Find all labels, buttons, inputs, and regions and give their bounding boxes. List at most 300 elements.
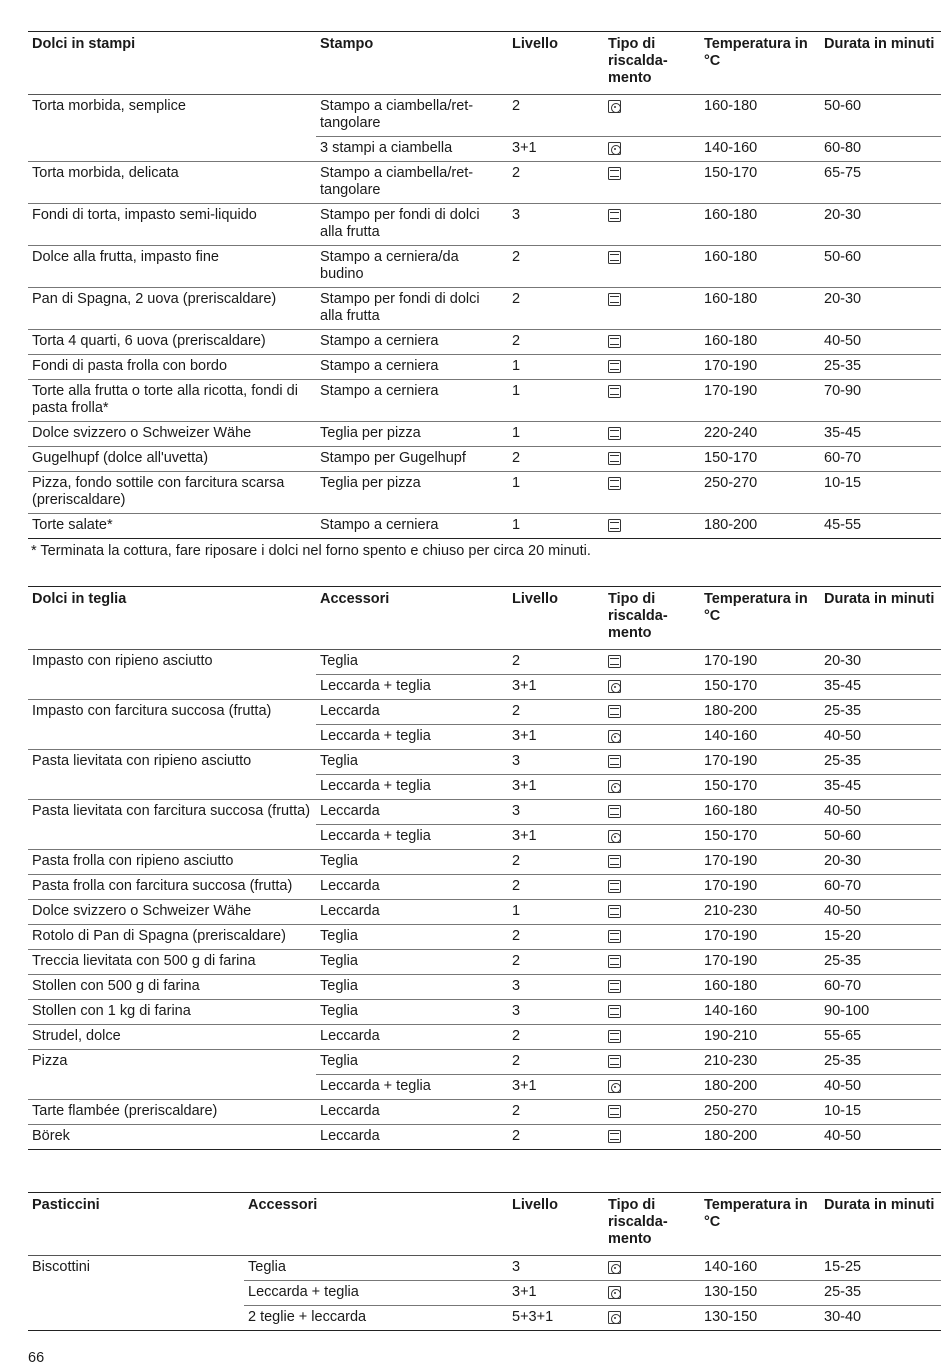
item-heating (604, 1025, 700, 1050)
item-level: 3+1 (508, 775, 604, 800)
item-heating (604, 246, 700, 288)
item-accessory: Leccarda + teglia (316, 675, 508, 700)
table-row (28, 514, 941, 539)
item-level: 1 (508, 355, 604, 380)
item-name: Dolce alla frutta, impasto fine (28, 246, 316, 288)
item-heating (604, 1050, 700, 1075)
item-temperature: 160-180 (700, 975, 820, 1000)
item-temperature: 170-190 (700, 750, 820, 775)
item-temperature: 180-200 (700, 1125, 820, 1150)
item-temperature: 160-180 (700, 800, 820, 825)
header-accessory: Accessori (244, 1193, 508, 1256)
item-heating (604, 472, 700, 514)
item-level: 3+1 (508, 825, 604, 850)
item-temperature: 140-160 (700, 137, 820, 162)
item-name: Pizza (28, 1050, 316, 1075)
hot-air-fan-icon (608, 780, 621, 793)
item-accessory: Leccarda (316, 1125, 508, 1150)
top-bottom-heat-icon (608, 427, 621, 440)
item-heating (604, 1075, 700, 1100)
page-number: 66 (28, 1350, 45, 1366)
item-duration: 40-50 (820, 1075, 941, 1100)
table-row (28, 204, 941, 246)
header-duration: Durata in minuti (820, 32, 941, 95)
hot-air-fan-icon (608, 1286, 621, 1299)
item-duration: 25-35 (820, 355, 941, 380)
item-name: Treccia lievitata con 500 g di farina (28, 950, 316, 975)
table-row (28, 850, 941, 875)
item-accessory: Teglia (316, 1050, 508, 1075)
item-name: Pasta lievitata con farcitura succosa (frutta) (28, 800, 316, 825)
item-name (28, 1306, 244, 1331)
item-heating (604, 800, 700, 825)
header-accessory: Accessori (316, 587, 508, 650)
item-duration: 20-30 (820, 850, 941, 875)
table-row (28, 650, 941, 675)
table-row (28, 162, 941, 204)
item-temperature: 150-170 (700, 775, 820, 800)
item-heating (604, 650, 700, 675)
top-bottom-heat-icon (608, 167, 621, 180)
header-duration: Durata in minuti (820, 587, 941, 650)
item-heating (604, 288, 700, 330)
item-level: 2 (508, 162, 604, 204)
item-name: Stollen con 1 kg di farina (28, 1000, 316, 1025)
item-level: 2 (508, 925, 604, 950)
table-row (28, 1000, 941, 1025)
table-row (28, 975, 941, 1000)
item-accessory: Stampo a cerniera/da budino (316, 246, 508, 288)
header-heating-type: Tipo di riscalda-mento (604, 32, 700, 95)
item-level: 2 (508, 950, 604, 975)
item-accessory: Stampo per fondi di dolci alla frutta (316, 288, 508, 330)
item-accessory: Teglia (316, 950, 508, 975)
item-duration: 15-20 (820, 925, 941, 950)
item-temperature: 170-190 (700, 380, 820, 422)
item-temperature: 160-180 (700, 246, 820, 288)
item-duration: 25-35 (820, 700, 941, 725)
hot-air-fan-icon (608, 142, 621, 155)
table-row (28, 330, 941, 355)
item-heating (604, 1256, 700, 1281)
item-name: Fondi di pasta frolla con bordo (28, 355, 316, 380)
top-bottom-heat-icon (608, 805, 621, 818)
hot-air-fan-icon (608, 1261, 621, 1274)
item-duration: 35-45 (820, 675, 941, 700)
item-duration: 65-75 (820, 162, 941, 204)
item-temperature: 210-230 (700, 900, 820, 925)
item-temperature: 180-200 (700, 514, 820, 539)
top-bottom-heat-icon (608, 1130, 621, 1143)
item-temperature: 150-170 (700, 162, 820, 204)
top-bottom-heat-icon (608, 477, 621, 490)
item-heating (604, 750, 700, 775)
item-level: 2 (508, 1125, 604, 1150)
top-bottom-heat-icon (608, 293, 621, 306)
header-level: Livello (508, 1193, 604, 1256)
top-bottom-heat-icon (608, 1005, 621, 1018)
item-name (28, 825, 316, 850)
item-duration: 90-100 (820, 1000, 941, 1025)
item-accessory: Stampo per Gugelhupf (316, 447, 508, 472)
item-level: 2 (508, 875, 604, 900)
item-accessory: Leccarda + teglia (316, 725, 508, 750)
item-name (28, 675, 316, 700)
item-accessory: Teglia per pizza (316, 422, 508, 447)
item-level: 1 (508, 514, 604, 539)
top-bottom-heat-icon (608, 955, 621, 968)
header-temperature: Temperatura in °C (700, 587, 820, 650)
header-level: Livello (508, 32, 604, 95)
item-accessory: Leccarda (316, 875, 508, 900)
item-accessory: Leccarda (316, 700, 508, 725)
item-name: Impasto con farcitura succosa (frutta) (28, 700, 316, 725)
item-name: Pasta lievitata con ripieno asciutto (28, 750, 316, 775)
item-name: Torte alla frutta o torte alla ricotta, fondi di pasta frolla* (28, 380, 316, 422)
item-accessory: Teglia (316, 650, 508, 675)
item-duration: 45-55 (820, 514, 941, 539)
item-level: 3 (508, 975, 604, 1000)
item-heating (604, 447, 700, 472)
item-temperature: 170-190 (700, 355, 820, 380)
item-accessory: Leccarda + teglia (316, 1075, 508, 1100)
item-accessory: Teglia per pizza (316, 472, 508, 514)
top-bottom-heat-icon (608, 209, 621, 222)
item-accessory: Leccarda + teglia (316, 825, 508, 850)
item-accessory: Teglia (316, 925, 508, 950)
item-accessory: Leccarda (316, 1025, 508, 1050)
item-name: Impasto con ripieno asciutto (28, 650, 316, 675)
table-row (28, 447, 941, 472)
item-duration: 15-25 (820, 1256, 941, 1281)
item-accessory: Leccarda + teglia (316, 775, 508, 800)
top-bottom-heat-icon (608, 1030, 621, 1043)
item-level: 2 (508, 650, 604, 675)
item-temperature: 140-160 (700, 725, 820, 750)
item-temperature: 220-240 (700, 422, 820, 447)
table-row (28, 1100, 941, 1125)
top-bottom-heat-icon (608, 251, 621, 264)
hot-air-fan-icon (608, 680, 621, 693)
item-accessory: 2 teglie + leccarda (244, 1306, 508, 1331)
item-name (28, 1075, 316, 1100)
item-duration: 20-30 (820, 204, 941, 246)
top-bottom-heat-icon (608, 1105, 621, 1118)
item-duration: 35-45 (820, 775, 941, 800)
item-accessory: Stampo a ciambella/ret-tangolare (316, 162, 508, 204)
item-heating (604, 514, 700, 539)
item-heating (604, 1281, 700, 1306)
item-level: 2 (508, 447, 604, 472)
item-heating (604, 725, 700, 750)
item-heating (604, 975, 700, 1000)
item-name (28, 775, 316, 800)
item-name (28, 1281, 244, 1306)
item-heating (604, 422, 700, 447)
item-level: 3+1 (508, 725, 604, 750)
item-temperature: 170-190 (700, 925, 820, 950)
top-bottom-heat-icon (608, 655, 621, 668)
item-temperature: 170-190 (700, 850, 820, 875)
item-accessory: Leccarda (316, 900, 508, 925)
item-level: 3+1 (508, 1281, 604, 1306)
item-duration: 40-50 (820, 900, 941, 925)
table-row (28, 1075, 941, 1100)
item-name: Pasta frolla con farcitura succosa (frutta) (28, 875, 316, 900)
top-bottom-heat-icon (608, 1055, 621, 1068)
top-bottom-heat-icon (608, 980, 621, 993)
hot-air-fan-icon (608, 830, 621, 843)
item-duration: 20-30 (820, 288, 941, 330)
top-bottom-heat-icon (608, 930, 621, 943)
item-duration: 20-30 (820, 650, 941, 675)
table-row (28, 900, 941, 925)
item-temperature: 170-190 (700, 950, 820, 975)
item-duration: 50-60 (820, 95, 941, 137)
header-accessory: Stampo (316, 32, 508, 95)
item-temperature: 170-190 (700, 650, 820, 675)
item-accessory: Stampo a cerniera (316, 330, 508, 355)
item-temperature: 160-180 (700, 288, 820, 330)
table-row (28, 1306, 941, 1331)
table-dolci-in-stampi (28, 31, 941, 539)
item-accessory: Stampo a cerniera (316, 514, 508, 539)
hot-air-fan-icon (608, 730, 621, 743)
item-name: Pizza, fondo sottile con farcitura scarsa (preriscaldare) (28, 472, 316, 514)
item-level: 3 (508, 800, 604, 825)
item-temperature: 160-180 (700, 95, 820, 137)
item-heating (604, 162, 700, 204)
table-row (28, 700, 941, 725)
item-accessory: Leccarda (316, 800, 508, 825)
item-name (28, 725, 316, 750)
item-name: Tarte flambée (preriscaldare) (28, 1100, 316, 1125)
table-row (28, 422, 941, 447)
item-duration: 40-50 (820, 330, 941, 355)
item-heating (604, 900, 700, 925)
item-level: 3 (508, 1256, 604, 1281)
item-temperature: 160-180 (700, 204, 820, 246)
header-level: Livello (508, 587, 604, 650)
item-accessory: Stampo a cerniera (316, 380, 508, 422)
top-bottom-heat-icon (608, 519, 621, 532)
header-category: Pasticcini (28, 1193, 244, 1256)
item-name: Stollen con 500 g di farina (28, 975, 316, 1000)
item-heating (604, 355, 700, 380)
item-name: Gugelhupf (dolce all'uvetta) (28, 447, 316, 472)
table-row (28, 380, 941, 422)
item-name: Dolce svizzero o Schweizer Wähe (28, 422, 316, 447)
item-duration: 25-35 (820, 750, 941, 775)
top-bottom-heat-icon (608, 705, 621, 718)
item-level: 2 (508, 1025, 604, 1050)
item-level: 2 (508, 95, 604, 137)
item-level: 2 (508, 288, 604, 330)
item-level: 5+3+1 (508, 1306, 604, 1331)
item-accessory: Teglia (244, 1256, 508, 1281)
item-heating (604, 700, 700, 725)
item-accessory: Leccarda (316, 1100, 508, 1125)
item-temperature: 170-190 (700, 875, 820, 900)
item-duration: 10-15 (820, 1100, 941, 1125)
table-row (28, 1050, 941, 1075)
item-heating (604, 950, 700, 975)
item-temperature: 190-210 (700, 1025, 820, 1050)
item-name: Torte salate* (28, 514, 316, 539)
header-category: Dolci in teglia (28, 587, 316, 650)
item-level: 2 (508, 330, 604, 355)
item-level: 1 (508, 472, 604, 514)
table-row (28, 1256, 941, 1281)
item-duration: 40-50 (820, 800, 941, 825)
item-temperature: 150-170 (700, 447, 820, 472)
item-duration: 40-50 (820, 725, 941, 750)
item-duration: 25-35 (820, 1281, 941, 1306)
item-duration: 60-80 (820, 137, 941, 162)
item-duration: 10-15 (820, 472, 941, 514)
top-bottom-heat-icon (608, 855, 621, 868)
hot-air-fan-icon (608, 1080, 621, 1093)
item-heating (604, 775, 700, 800)
item-temperature: 130-150 (700, 1306, 820, 1331)
item-name: Rotolo di Pan di Spagna (preriscaldare) (28, 925, 316, 950)
item-temperature: 250-270 (700, 1100, 820, 1125)
table-dolci-in-teglia (28, 586, 941, 1150)
item-heating (604, 380, 700, 422)
item-duration: 70-90 (820, 380, 941, 422)
item-accessory: Stampo a cerniera (316, 355, 508, 380)
table-row (28, 775, 941, 800)
item-temperature: 250-270 (700, 472, 820, 514)
item-name: Pan di Spagna, 2 uova (preriscaldare) (28, 288, 316, 330)
item-accessory: Stampo a ciambella/ret-tangolare (316, 95, 508, 137)
item-temperature: 140-160 (700, 1256, 820, 1281)
item-level: 2 (508, 850, 604, 875)
table-row (28, 725, 941, 750)
item-name: Dolce svizzero o Schweizer Wähe (28, 900, 316, 925)
item-duration: 60-70 (820, 975, 941, 1000)
item-name: Biscottini (28, 1256, 244, 1281)
item-level: 3+1 (508, 675, 604, 700)
table-row (28, 800, 941, 825)
item-name: Pasta frolla con ripieno asciutto (28, 850, 316, 875)
top-bottom-heat-icon (608, 335, 621, 348)
item-temperature: 210-230 (700, 1050, 820, 1075)
table-row (28, 1125, 941, 1150)
table-row (28, 750, 941, 775)
top-bottom-heat-icon (608, 385, 621, 398)
item-level: 3 (508, 204, 604, 246)
table-row (28, 472, 941, 514)
item-temperature: 130-150 (700, 1281, 820, 1306)
item-name: Fondi di torta, impasto semi-liquido (28, 204, 316, 246)
item-level: 2 (508, 1100, 604, 1125)
item-name: Torta 4 quarti, 6 uova (preriscaldare) (28, 330, 316, 355)
header-heating-type: Tipo di riscalda-mento (604, 587, 700, 650)
header-category: Dolci in stampi (28, 32, 316, 95)
header-duration: Durata in minuti (820, 1193, 941, 1256)
item-heating (604, 330, 700, 355)
header-temperature: Temperatura in °C (700, 32, 820, 95)
hot-air-fan-icon (608, 1311, 621, 1324)
item-heating (604, 137, 700, 162)
item-heating (604, 875, 700, 900)
hot-air-fan-icon (608, 100, 621, 113)
item-level: 2 (508, 1050, 604, 1075)
item-level: 3+1 (508, 1075, 604, 1100)
item-accessory: Teglia (316, 1000, 508, 1025)
table-row (28, 1281, 941, 1306)
item-duration: 50-60 (820, 825, 941, 850)
item-level: 1 (508, 380, 604, 422)
table-pasticcini (28, 1192, 941, 1331)
item-name: Torta morbida, delicata (28, 162, 316, 204)
item-duration: 50-60 (820, 246, 941, 288)
item-heating (604, 1100, 700, 1125)
item-temperature: 150-170 (700, 675, 820, 700)
item-temperature: 180-200 (700, 1075, 820, 1100)
item-heating (604, 1306, 700, 1331)
top-bottom-heat-icon (608, 360, 621, 373)
footnote: * Terminata la cottura, fare riposare i dolci nel forno spento e chiuso per circa 20 minuti. (31, 543, 591, 559)
item-duration: 55-65 (820, 1025, 941, 1050)
header-temperature: Temperatura in °C (700, 1193, 820, 1256)
item-heating (604, 675, 700, 700)
top-bottom-heat-icon (608, 452, 621, 465)
item-temperature: 140-160 (700, 1000, 820, 1025)
table-row (28, 875, 941, 900)
item-heating (604, 825, 700, 850)
item-level: 2 (508, 246, 604, 288)
item-duration: 30-40 (820, 1306, 941, 1331)
item-name (28, 137, 316, 162)
item-name: Strudel, dolce (28, 1025, 316, 1050)
top-bottom-heat-icon (608, 905, 621, 918)
table-row (28, 95, 941, 137)
item-level: 1 (508, 422, 604, 447)
item-heating (604, 95, 700, 137)
item-level: 2 (508, 700, 604, 725)
table-row (28, 137, 941, 162)
item-duration: 60-70 (820, 875, 941, 900)
item-name: Börek (28, 1125, 316, 1150)
item-heating (604, 1000, 700, 1025)
table-row (28, 825, 941, 850)
item-temperature: 160-180 (700, 330, 820, 355)
item-heating (604, 204, 700, 246)
item-level: 3+1 (508, 137, 604, 162)
item-heating (604, 850, 700, 875)
top-bottom-heat-icon (608, 880, 621, 893)
item-level: 1 (508, 900, 604, 925)
table-row (28, 355, 941, 380)
item-accessory: Stampo per fondi di dolci alla frutta (316, 204, 508, 246)
table-row (28, 246, 941, 288)
table-row (28, 925, 941, 950)
item-duration: 25-35 (820, 1050, 941, 1075)
item-accessory: Teglia (316, 750, 508, 775)
item-accessory: 3 stampi a ciambella (316, 137, 508, 162)
item-heating (604, 925, 700, 950)
item-duration: 25-35 (820, 950, 941, 975)
item-accessory: Teglia (316, 850, 508, 875)
item-heating (604, 1125, 700, 1150)
top-bottom-heat-icon (608, 755, 621, 768)
item-accessory: Leccarda + teglia (244, 1281, 508, 1306)
table-row (28, 675, 941, 700)
item-duration: 60-70 (820, 447, 941, 472)
header-heating-type: Tipo di riscalda-mento (604, 1193, 700, 1256)
